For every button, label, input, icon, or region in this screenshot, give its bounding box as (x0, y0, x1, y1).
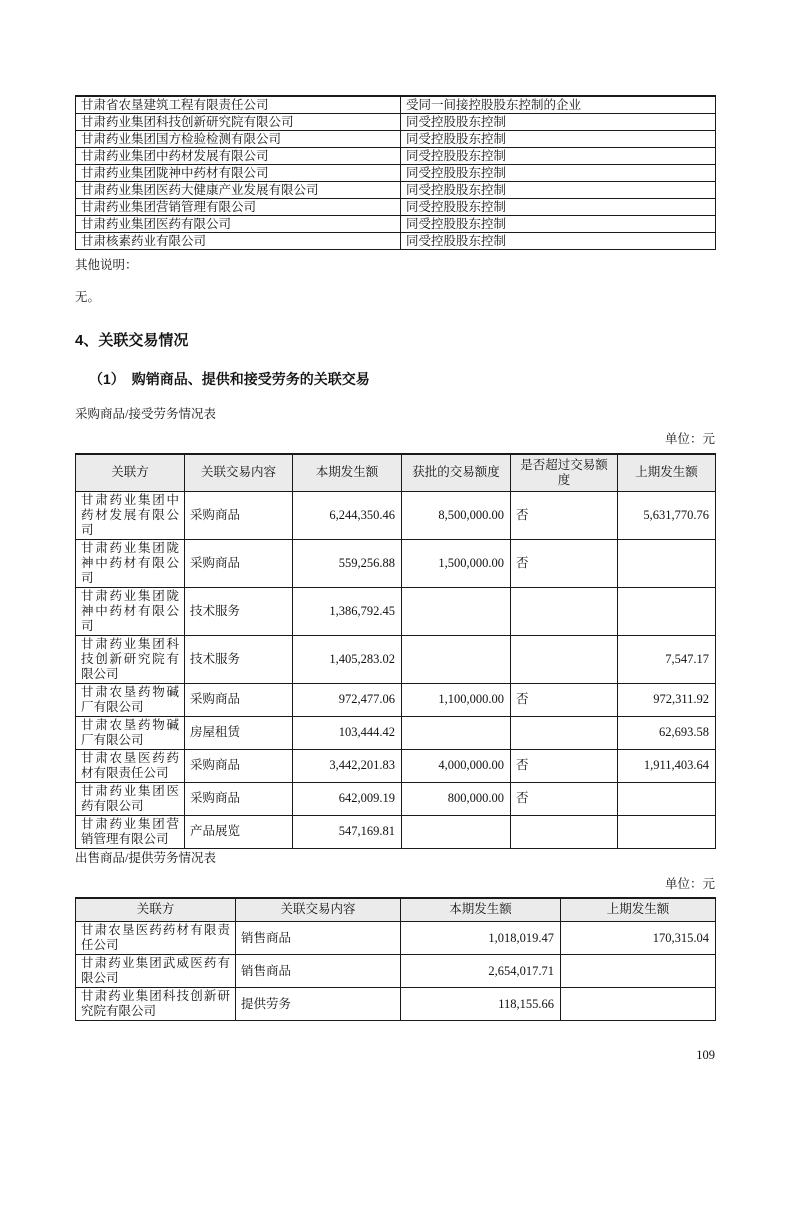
prior-amount-cell (618, 539, 716, 587)
current-amount-cell: 547,169.81 (293, 815, 402, 848)
prior-amount-cell (561, 988, 716, 1021)
column-header: 获批的交易额度 (402, 454, 511, 491)
company-name-cell: 甘肃药业集团陇神中药材有限公司 (76, 587, 185, 635)
company-name-cell: 甘肃药业集团科技创新研究院有限公司 (76, 635, 185, 683)
transaction-type-cell: 房屋租赁 (185, 716, 293, 749)
page-number: 109 (696, 1048, 715, 1062)
company-name-cell: 甘肃药业集团中药材发展有限公司 (76, 148, 401, 165)
table-row (76, 955, 716, 988)
table-row (76, 233, 716, 250)
current-amount-cell: 559,256.88 (293, 539, 402, 587)
approved-limit-cell (402, 815, 511, 848)
current-amount-cell: 642,009.19 (293, 782, 402, 815)
table-row (76, 148, 716, 165)
transaction-type-cell: 技术服务 (185, 587, 293, 635)
exceeds-limit-cell: 否 (511, 539, 618, 587)
company-name-cell: 甘肃药业集团营销管理有限公司 (76, 199, 401, 216)
company-name-cell: 甘肃药业集团医药有限公司 (76, 216, 401, 233)
relation-cell: 同受控股股东控制 (401, 182, 716, 199)
approved-limit-cell: 800,000.00 (402, 782, 511, 815)
prior-amount-cell: 1,911,403.64 (618, 749, 716, 782)
other-notes-content: 无。 (75, 290, 101, 304)
table-row (76, 716, 716, 749)
sales-transactions-table (75, 897, 716, 1022)
approved-limit-cell: 8,500,000.00 (402, 491, 511, 539)
company-name-cell: 甘肃药业集团医药有限公司 (76, 782, 185, 815)
table-row (76, 539, 716, 587)
relation-cell: 受同一间接控股股东控制的企业 (401, 96, 716, 114)
subsection-heading: （1） 购销商品、提供和接受劳务的关联交易 (89, 371, 370, 387)
company-name-cell: 甘肃药业集团中药材发展有限公司 (76, 491, 185, 539)
table-row (76, 199, 716, 216)
prior-amount-cell: 5,631,770.76 (618, 491, 716, 539)
exceeds-limit-cell (511, 635, 618, 683)
related-party-relationship-table (75, 95, 716, 250)
table-header-row (76, 898, 716, 922)
transaction-type-cell: 销售商品 (236, 922, 401, 955)
column-header: 上期发生额 (618, 454, 716, 491)
transaction-type-cell: 采购商品 (185, 539, 293, 587)
prior-amount-cell (561, 955, 716, 988)
table-row (76, 96, 716, 114)
prior-amount-cell (618, 815, 716, 848)
current-amount-cell: 103,444.42 (293, 716, 402, 749)
company-name-cell: 甘肃药业集团科技创新研究院有限公司 (76, 988, 236, 1021)
relation-cell: 同受控股股东控制 (401, 148, 716, 165)
approved-limit-cell: 4,000,000.00 (402, 749, 511, 782)
section-heading: 4、关联交易情况 (75, 332, 189, 349)
relation-cell: 同受控股股东控制 (401, 114, 716, 131)
transaction-type-cell: 产品展览 (185, 815, 293, 848)
company-name-cell: 甘肃药业集团医药大健康产业发展有限公司 (76, 182, 401, 199)
approved-limit-cell: 1,100,000.00 (402, 683, 511, 716)
transaction-type-cell: 采购商品 (185, 782, 293, 815)
purchase-table-caption: 采购商品/接受劳务情况表 (75, 407, 216, 421)
company-name-cell: 甘肃省农垦建筑工程有限责任公司 (76, 96, 401, 114)
table-row (76, 131, 716, 148)
column-header: 关联交易内容 (236, 898, 401, 922)
column-header: 本期发生额 (401, 898, 561, 922)
sales-table-caption: 出售商品/提供劳务情况表 (75, 850, 216, 865)
transaction-type-cell: 采购商品 (185, 683, 293, 716)
company-name-cell: 甘肃药业集团陇神中药材有限公司 (76, 165, 401, 182)
exceeds-limit-cell (511, 815, 618, 848)
sales-table-unit-label: 单位：元 (664, 876, 715, 891)
purchase-transactions-table (75, 453, 716, 849)
company-name-cell: 甘肃药业集团陇神中药材有限公司 (76, 539, 185, 587)
transaction-type-cell: 采购商品 (185, 749, 293, 782)
transaction-type-cell: 技术服务 (185, 635, 293, 683)
column-header: 关联方 (76, 454, 185, 491)
table-row (76, 635, 716, 683)
transaction-type-cell: 采购商品 (185, 491, 293, 539)
table-row (76, 749, 716, 782)
transaction-type-cell: 提供劳务 (236, 988, 401, 1021)
prior-amount-cell (618, 782, 716, 815)
current-amount-cell: 972,477.06 (293, 683, 402, 716)
purchase-table-unit-label: 单位：元 (664, 432, 715, 446)
current-amount-cell: 2,654,017.71 (401, 955, 561, 988)
table-row (76, 782, 716, 815)
current-amount-cell: 118,155.66 (401, 988, 561, 1021)
prior-amount-cell: 62,693.58 (618, 716, 716, 749)
exceeds-limit-cell: 否 (511, 683, 618, 716)
company-name-cell: 甘肃农垦药物碱厂有限公司 (76, 683, 185, 716)
company-name-cell: 甘肃药业集团国方检验检测有限公司 (76, 131, 401, 148)
relation-cell: 同受控股股东控制 (401, 131, 716, 148)
column-header: 关联方 (76, 898, 236, 922)
relation-cell: 同受控股股东控制 (401, 199, 716, 216)
relation-cell: 同受控股股东控制 (401, 165, 716, 182)
table-row (76, 114, 716, 131)
approved-limit-cell (402, 635, 511, 683)
current-amount-cell: 6,244,350.46 (293, 491, 402, 539)
column-header: 上期发生额 (561, 898, 716, 922)
current-amount-cell: 1,405,283.02 (293, 635, 402, 683)
current-amount-cell: 1,386,792.45 (293, 587, 402, 635)
table-row (76, 815, 716, 848)
relation-cell: 同受控股股东控制 (401, 216, 716, 233)
prior-amount-cell: 972,311.92 (618, 683, 716, 716)
company-name-cell: 甘肃药业集团武威医药有限公司 (76, 955, 236, 988)
other-notes-label: 其他说明： (75, 258, 138, 272)
table-row (76, 988, 716, 1021)
report-page (0, 95, 793, 1217)
company-name-cell: 甘肃农垦药物碱厂有限公司 (76, 716, 185, 749)
exceeds-limit-cell: 否 (511, 749, 618, 782)
table-header-row (76, 454, 716, 491)
exceeds-limit-cell: 否 (511, 782, 618, 815)
table-row (76, 683, 716, 716)
exceeds-limit-cell: 否 (511, 491, 618, 539)
exceeds-limit-cell (511, 716, 618, 749)
approved-limit-cell (402, 716, 511, 749)
column-header: 关联交易内容 (185, 454, 293, 491)
table-row (76, 587, 716, 635)
column-header: 是否超过交易额度 (511, 454, 618, 491)
company-name-cell: 甘肃农垦医药药材有限责任公司 (76, 749, 185, 782)
table-row (76, 922, 716, 955)
transaction-type-cell: 销售商品 (236, 955, 401, 988)
current-amount-cell: 1,018,019.47 (401, 922, 561, 955)
table-row (76, 491, 716, 539)
company-name-cell: 甘肃药业集团营销管理有限公司 (76, 815, 185, 848)
company-name-cell: 甘肃农垦医药药材有限责任公司 (76, 922, 236, 955)
prior-amount-cell: 170,315.04 (561, 922, 716, 955)
prior-amount-cell: 7,547.17 (618, 635, 716, 683)
approved-limit-cell (402, 587, 511, 635)
company-name-cell: 甘肃药业集团科技创新研究院有限公司 (76, 114, 401, 131)
prior-amount-cell (618, 587, 716, 635)
table-row (76, 165, 716, 182)
approved-limit-cell: 1,500,000.00 (402, 539, 511, 587)
exceeds-limit-cell (511, 587, 618, 635)
company-name-cell: 甘肃核素药业有限公司 (76, 233, 401, 250)
column-header: 本期发生额 (293, 454, 402, 491)
relation-cell: 同受控股股东控制 (401, 233, 716, 250)
table-row (76, 182, 716, 199)
current-amount-cell: 3,442,201.83 (293, 749, 402, 782)
table-row (76, 216, 716, 233)
